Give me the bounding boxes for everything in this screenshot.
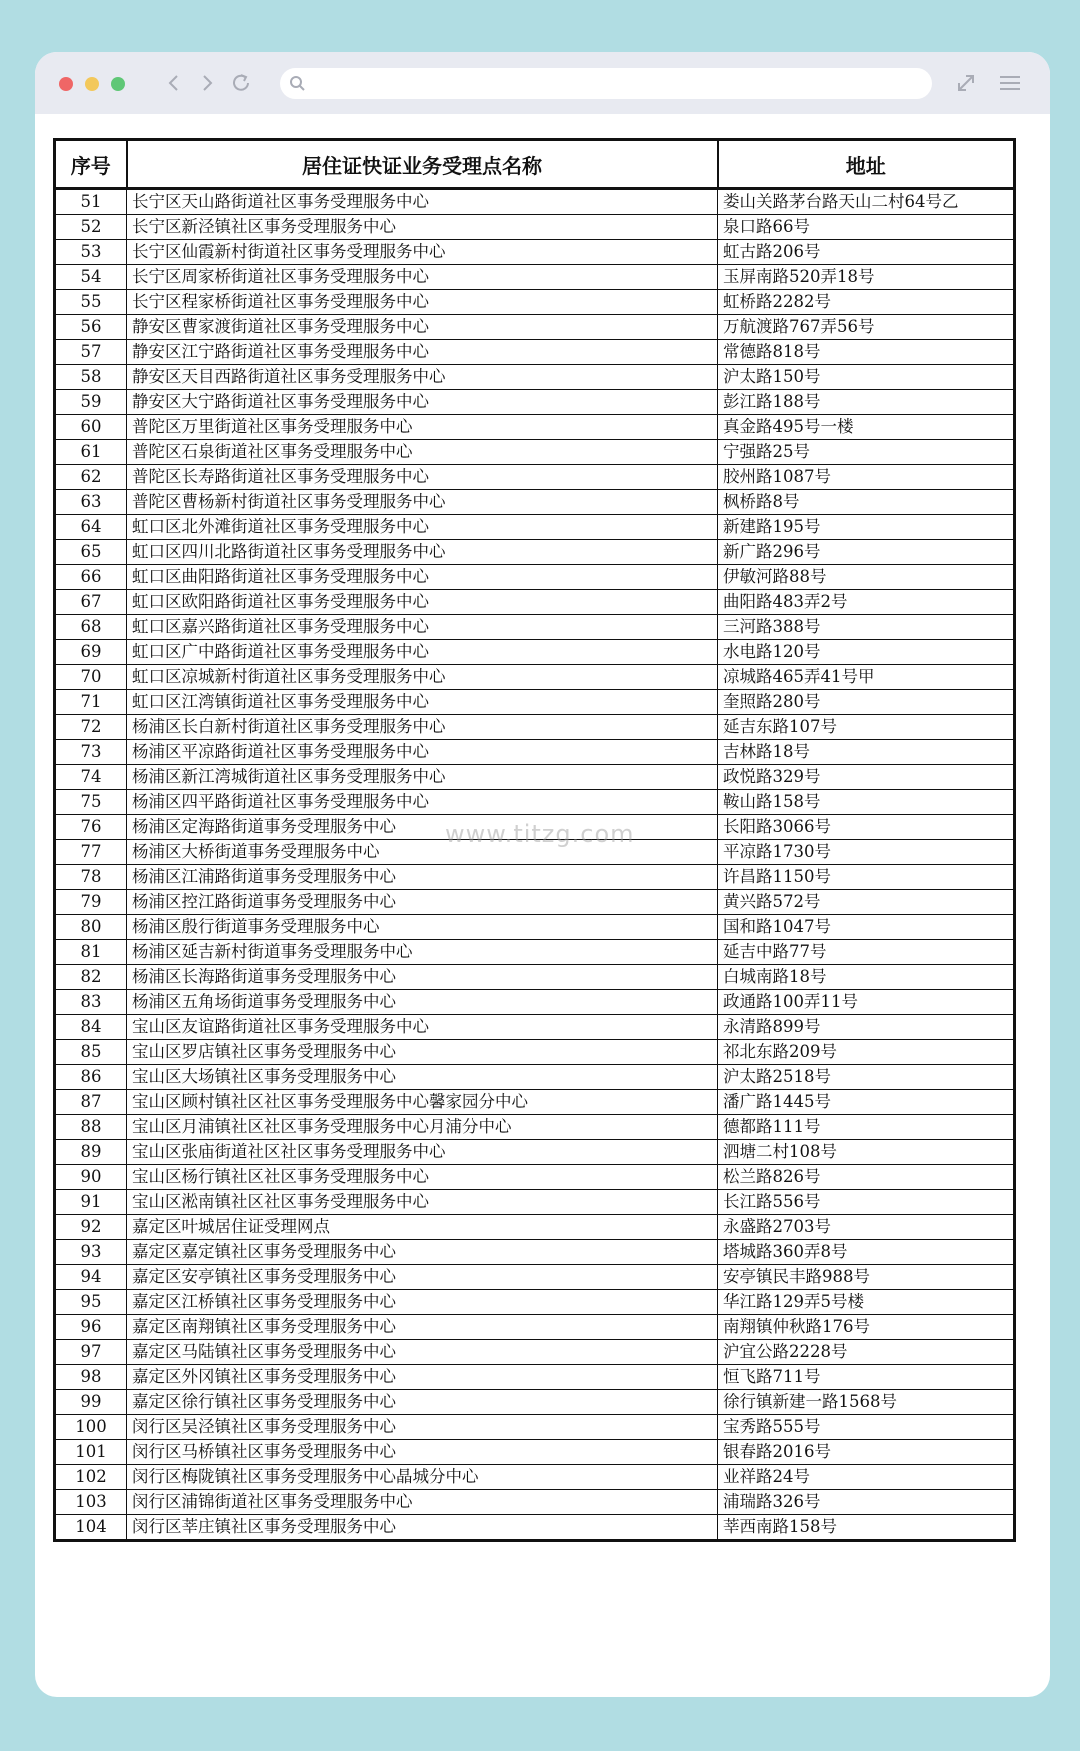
row-number: 84 xyxy=(55,1015,127,1040)
row-number: 101 xyxy=(55,1440,127,1465)
row-name: 静安区大宁路街道社区事务受理服务中心 xyxy=(127,390,718,415)
table-row xyxy=(55,615,1015,640)
row-name: 杨浦区江浦路街道事务受理服务中心 xyxy=(127,865,718,890)
table-row xyxy=(55,640,1015,665)
row-number: 70 xyxy=(55,665,127,690)
row-name: 嘉定区外冈镇社区事务受理服务中心 xyxy=(127,1365,718,1390)
row-address: 泉口路66号 xyxy=(718,215,1015,240)
row-name: 嘉定区江桥镇社区事务受理服务中心 xyxy=(127,1290,718,1315)
row-number: 92 xyxy=(55,1215,127,1240)
row-address: 白城南路18号 xyxy=(718,965,1015,990)
table-row xyxy=(55,1390,1015,1415)
row-address: 奎照路280号 xyxy=(718,690,1015,715)
row-name: 杨浦区延吉新村街道事务受理服务中心 xyxy=(127,940,718,965)
table-row xyxy=(55,965,1015,990)
row-address: 黄兴路572号 xyxy=(718,890,1015,915)
row-number: 65 xyxy=(55,540,127,565)
table-row xyxy=(55,365,1015,390)
row-name: 普陀区万里街道社区事务受理服务中心 xyxy=(127,415,718,440)
row-number: 85 xyxy=(55,1040,127,1065)
row-address: 宁强路25号 xyxy=(718,440,1015,465)
row-name: 闵行区浦锦街道社区事务受理服务中心 xyxy=(127,1490,718,1515)
table-row xyxy=(55,1090,1015,1115)
menu-icon[interactable] xyxy=(997,70,1023,96)
table-row xyxy=(55,240,1015,265)
row-number: 88 xyxy=(55,1115,127,1140)
row-address: 永盛路2703号 xyxy=(718,1215,1015,1240)
row-name: 杨浦区长白新村街道社区事务受理服务中心 xyxy=(127,715,718,740)
row-name: 嘉定区嘉定镇社区事务受理服务中心 xyxy=(127,1240,718,1265)
service-center-table xyxy=(53,138,1016,1542)
row-name: 虹口区江湾镇街道社区事务受理服务中心 xyxy=(127,690,718,715)
table-row xyxy=(55,865,1015,890)
row-number: 103 xyxy=(55,1490,127,1515)
table-row xyxy=(55,1415,1015,1440)
row-address: 鞍山路158号 xyxy=(718,790,1015,815)
table-row xyxy=(55,1015,1015,1040)
row-name: 宝山区友谊路街道社区事务受理服务中心 xyxy=(127,1015,718,1040)
row-name: 静安区江宁路街道社区事务受理服务中心 xyxy=(127,340,718,365)
row-address: 长阳路3066号 xyxy=(718,815,1015,840)
row-name: 普陀区长寿路街道社区事务受理服务中心 xyxy=(127,465,718,490)
row-name: 嘉定区马陆镇社区事务受理服务中心 xyxy=(127,1340,718,1365)
table-row xyxy=(55,440,1015,465)
close-window-button[interactable] xyxy=(59,77,73,91)
row-name: 虹口区四川北路街道社区事务受理服务中心 xyxy=(127,540,718,565)
table-row xyxy=(55,1340,1015,1365)
row-address: 真金路495号一楼 xyxy=(718,415,1015,440)
row-address: 凉城路465弄41号甲 xyxy=(718,665,1015,690)
row-number: 66 xyxy=(55,565,127,590)
row-name: 虹口区广中路街道社区事务受理服务中心 xyxy=(127,640,718,665)
row-number: 51 xyxy=(55,189,127,215)
table-row xyxy=(55,1265,1015,1290)
row-number: 80 xyxy=(55,915,127,940)
row-number: 81 xyxy=(55,940,127,965)
address-bar[interactable] xyxy=(280,68,932,99)
table-row xyxy=(55,1190,1015,1215)
table-row xyxy=(55,590,1015,615)
row-name: 宝山区大场镇社区事务受理服务中心 xyxy=(127,1065,718,1090)
row-number: 72 xyxy=(55,715,127,740)
row-number: 98 xyxy=(55,1365,127,1390)
table-row xyxy=(55,540,1015,565)
row-name: 普陀区曹杨新村街道社区事务受理服务中心 xyxy=(127,490,718,515)
row-number: 60 xyxy=(55,415,127,440)
row-address: 常德路818号 xyxy=(718,340,1015,365)
table-row xyxy=(55,1165,1015,1190)
row-number: 95 xyxy=(55,1290,127,1315)
back-icon[interactable] xyxy=(162,70,186,96)
row-number: 59 xyxy=(55,390,127,415)
row-address: 吉林路18号 xyxy=(718,740,1015,765)
row-name: 长宁区程家桥街道社区事务受理服务中心 xyxy=(127,290,718,315)
row-address: 伊敏河路88号 xyxy=(718,565,1015,590)
row-number: 55 xyxy=(55,290,127,315)
row-address: 华江路129弄5号楼 xyxy=(718,1290,1015,1315)
table-row xyxy=(55,690,1015,715)
row-address: 延吉中路77号 xyxy=(718,940,1015,965)
row-address: 长江路556号 xyxy=(718,1190,1015,1215)
row-address: 政通路100弄11号 xyxy=(718,990,1015,1015)
row-number: 82 xyxy=(55,965,127,990)
table-row xyxy=(55,1040,1015,1065)
header-name: 居住证快证业务受理点名称 xyxy=(127,140,718,189)
table-row xyxy=(55,840,1015,865)
row-name: 长宁区新泾镇社区事务受理服务中心 xyxy=(127,215,718,240)
row-number: 93 xyxy=(55,1240,127,1265)
table-row xyxy=(55,565,1015,590)
table-row xyxy=(55,715,1015,740)
row-number: 68 xyxy=(55,615,127,640)
row-address: 业祥路24号 xyxy=(718,1465,1015,1490)
row-address: 安亭镇民丰路988号 xyxy=(718,1265,1015,1290)
table-row xyxy=(55,390,1015,415)
row-address: 许昌路1150号 xyxy=(718,865,1015,890)
row-address: 沪太路150号 xyxy=(718,365,1015,390)
url-input[interactable] xyxy=(316,72,920,96)
row-address: 三河路388号 xyxy=(718,615,1015,640)
row-name: 闵行区马桥镇社区事务受理服务中心 xyxy=(127,1440,718,1465)
row-name: 杨浦区新江湾城街道社区事务受理服务中心 xyxy=(127,765,718,790)
table-row xyxy=(55,665,1015,690)
row-name: 嘉定区南翔镇社区事务受理服务中心 xyxy=(127,1315,718,1340)
table-row xyxy=(55,990,1015,1015)
row-name: 杨浦区平凉路街道社区事务受理服务中心 xyxy=(127,740,718,765)
table-row xyxy=(55,315,1015,340)
table-row xyxy=(55,740,1015,765)
forward-icon[interactable] xyxy=(195,70,219,96)
row-number: 61 xyxy=(55,440,127,465)
row-name: 长宁区天山路街道社区事务受理服务中心 xyxy=(127,189,718,215)
table-row xyxy=(55,1065,1015,1090)
table-row xyxy=(55,490,1015,515)
table-row xyxy=(55,290,1015,315)
row-number: 104 xyxy=(55,1515,127,1541)
row-name: 杨浦区殷行街道事务受理服务中心 xyxy=(127,915,718,940)
row-number: 100 xyxy=(55,1415,127,1440)
row-name: 普陀区石泉街道社区事务受理服务中心 xyxy=(127,440,718,465)
reload-icon[interactable] xyxy=(229,70,253,96)
table-row xyxy=(55,1440,1015,1465)
row-address: 水电路120号 xyxy=(718,640,1015,665)
watermark: www.titzg.com xyxy=(445,820,635,848)
row-name: 虹口区北外滩街道社区事务受理服务中心 xyxy=(127,515,718,540)
row-name: 嘉定区徐行镇社区事务受理服务中心 xyxy=(127,1390,718,1415)
row-address: 南翔镇仲秋路176号 xyxy=(718,1315,1015,1340)
row-name: 嘉定区叶城居住证受理网点 xyxy=(127,1215,718,1240)
row-address: 虹古路206号 xyxy=(718,240,1015,265)
row-address: 银春路2016号 xyxy=(718,1440,1015,1465)
table-row xyxy=(55,940,1015,965)
row-name: 长宁区周家桥街道社区事务受理服务中心 xyxy=(127,265,718,290)
table-row xyxy=(55,815,1015,840)
row-address: 恒飞路711号 xyxy=(718,1365,1015,1390)
row-address: 塔城路360弄8号 xyxy=(718,1240,1015,1265)
row-name: 杨浦区定海路街道事务受理服务中心 xyxy=(127,815,718,840)
table-row xyxy=(55,890,1015,915)
row-number: 91 xyxy=(55,1190,127,1215)
table-header-row xyxy=(55,140,1015,189)
row-address: 沪宜公路2228号 xyxy=(718,1340,1015,1365)
row-address: 德都路111号 xyxy=(718,1115,1015,1140)
row-address: 虹桥路2282号 xyxy=(718,290,1015,315)
row-number: 62 xyxy=(55,465,127,490)
row-name: 虹口区曲阳路街道社区事务受理服务中心 xyxy=(127,565,718,590)
row-number: 56 xyxy=(55,315,127,340)
row-number: 79 xyxy=(55,890,127,915)
row-name: 虹口区凉城新村街道社区事务受理服务中心 xyxy=(127,665,718,690)
row-address: 沪太路2518号 xyxy=(718,1065,1015,1090)
row-address: 彭江路188号 xyxy=(718,390,1015,415)
row-address: 浦瑞路326号 xyxy=(718,1490,1015,1515)
row-name: 宝山区张庙街道社区社区事务受理服务中心 xyxy=(127,1140,718,1165)
row-name: 闵行区吴泾镇社区事务受理服务中心 xyxy=(127,1415,718,1440)
browser-window xyxy=(35,52,1050,1697)
row-number: 89 xyxy=(55,1140,127,1165)
row-number: 64 xyxy=(55,515,127,540)
row-number: 75 xyxy=(55,790,127,815)
table-row xyxy=(55,1290,1015,1315)
table-row xyxy=(55,765,1015,790)
table-row xyxy=(55,1240,1015,1265)
row-name: 虹口区欧阳路街道社区事务受理服务中心 xyxy=(127,590,718,615)
row-address: 徐行镇新建一路1568号 xyxy=(718,1390,1015,1415)
row-number: 97 xyxy=(55,1340,127,1365)
row-number: 69 xyxy=(55,640,127,665)
row-address: 延吉东路107号 xyxy=(718,715,1015,740)
row-number: 63 xyxy=(55,490,127,515)
row-number: 74 xyxy=(55,765,127,790)
row-name: 杨浦区大桥街道事务受理服务中心 xyxy=(127,840,718,865)
table-row xyxy=(55,515,1015,540)
browser-toolbar xyxy=(35,52,1050,114)
row-address: 曲阳路483弄2号 xyxy=(718,590,1015,615)
row-address: 万航渡路767弄56号 xyxy=(718,315,1015,340)
table-row xyxy=(55,1465,1015,1490)
row-number: 102 xyxy=(55,1465,127,1490)
row-address: 松兰路826号 xyxy=(718,1165,1015,1190)
row-name: 杨浦区五角场街道事务受理服务中心 xyxy=(127,990,718,1015)
row-address: 玉屏南路520弄18号 xyxy=(718,265,1015,290)
row-address: 新建路195号 xyxy=(718,515,1015,540)
row-name: 杨浦区控江路街道事务受理服务中心 xyxy=(127,890,718,915)
row-address: 国和路1047号 xyxy=(718,915,1015,940)
table-row xyxy=(55,1515,1015,1541)
row-number: 53 xyxy=(55,240,127,265)
row-address: 新广路296号 xyxy=(718,540,1015,565)
row-number: 77 xyxy=(55,840,127,865)
row-address: 娄山关路茅台路天山二村64号乙 xyxy=(718,189,1015,215)
row-address: 泗塘二村108号 xyxy=(718,1140,1015,1165)
table-row xyxy=(55,215,1015,240)
table-row xyxy=(55,1115,1015,1140)
row-name: 闵行区梅陇镇社区事务受理服务中心晶城分中心 xyxy=(127,1465,718,1490)
row-number: 87 xyxy=(55,1090,127,1115)
row-name: 杨浦区四平路街道社区事务受理服务中心 xyxy=(127,790,718,815)
row-address: 潘广路1445号 xyxy=(718,1090,1015,1115)
row-number: 96 xyxy=(55,1315,127,1340)
row-address: 祁北东路209号 xyxy=(718,1040,1015,1065)
table-row xyxy=(55,265,1015,290)
document-content xyxy=(53,138,1013,1542)
row-number: 73 xyxy=(55,740,127,765)
row-name: 静安区天目西路街道社区事务受理服务中心 xyxy=(127,365,718,390)
row-number: 67 xyxy=(55,590,127,615)
table-row xyxy=(55,1365,1015,1390)
row-number: 52 xyxy=(55,215,127,240)
row-address: 莘西南路158号 xyxy=(718,1515,1015,1541)
table-row xyxy=(55,1490,1015,1515)
expand-icon[interactable] xyxy=(953,70,979,96)
row-address: 平凉路1730号 xyxy=(718,840,1015,865)
table-row xyxy=(55,1215,1015,1240)
table-body xyxy=(55,189,1015,1541)
minimize-window-button[interactable] xyxy=(85,77,99,91)
header-address: 地址 xyxy=(718,140,1015,189)
row-name: 闵行区莘庄镇社区事务受理服务中心 xyxy=(127,1515,718,1541)
row-number: 76 xyxy=(55,815,127,840)
table-row xyxy=(55,415,1015,440)
row-name: 虹口区嘉兴路街道社区事务受理服务中心 xyxy=(127,615,718,640)
search-icon xyxy=(288,74,308,94)
row-name: 宝山区月浦镇社区社区事务受理服务中心月浦分中心 xyxy=(127,1115,718,1140)
row-number: 94 xyxy=(55,1265,127,1290)
row-address: 枫桥路8号 xyxy=(718,490,1015,515)
row-name: 宝山区罗店镇社区事务受理服务中心 xyxy=(127,1040,718,1065)
row-address: 永清路899号 xyxy=(718,1015,1015,1040)
row-name: 嘉定区安亭镇社区事务受理服务中心 xyxy=(127,1265,718,1290)
row-name: 宝山区淞南镇社区社区事务受理服务中心 xyxy=(127,1190,718,1215)
row-name: 宝山区顾村镇社区社区事务受理服务中心馨家园分中心 xyxy=(127,1090,718,1115)
row-number: 83 xyxy=(55,990,127,1015)
maximize-window-button[interactable] xyxy=(111,77,125,91)
row-address: 政悦路329号 xyxy=(718,765,1015,790)
row-name: 静安区曹家渡街道社区事务受理服务中心 xyxy=(127,315,718,340)
table-row xyxy=(55,915,1015,940)
row-name: 宝山区杨行镇社区社区事务受理服务中心 xyxy=(127,1165,718,1190)
table-row xyxy=(55,465,1015,490)
table-row xyxy=(55,1140,1015,1165)
row-number: 90 xyxy=(55,1165,127,1190)
row-number: 78 xyxy=(55,865,127,890)
row-number: 58 xyxy=(55,365,127,390)
row-number: 99 xyxy=(55,1390,127,1415)
row-name: 杨浦区长海路街道事务受理服务中心 xyxy=(127,965,718,990)
table-row xyxy=(55,1315,1015,1340)
header-number: 序号 xyxy=(55,140,127,189)
row-number: 71 xyxy=(55,690,127,715)
row-number: 86 xyxy=(55,1065,127,1090)
row-name: 长宁区仙霞新村街道社区事务受理服务中心 xyxy=(127,240,718,265)
row-number: 54 xyxy=(55,265,127,290)
row-number: 57 xyxy=(55,340,127,365)
table-row xyxy=(55,340,1015,365)
row-address: 宝秀路555号 xyxy=(718,1415,1015,1440)
table-row xyxy=(55,189,1015,215)
table-row xyxy=(55,790,1015,815)
row-address: 胶州路1087号 xyxy=(718,465,1015,490)
